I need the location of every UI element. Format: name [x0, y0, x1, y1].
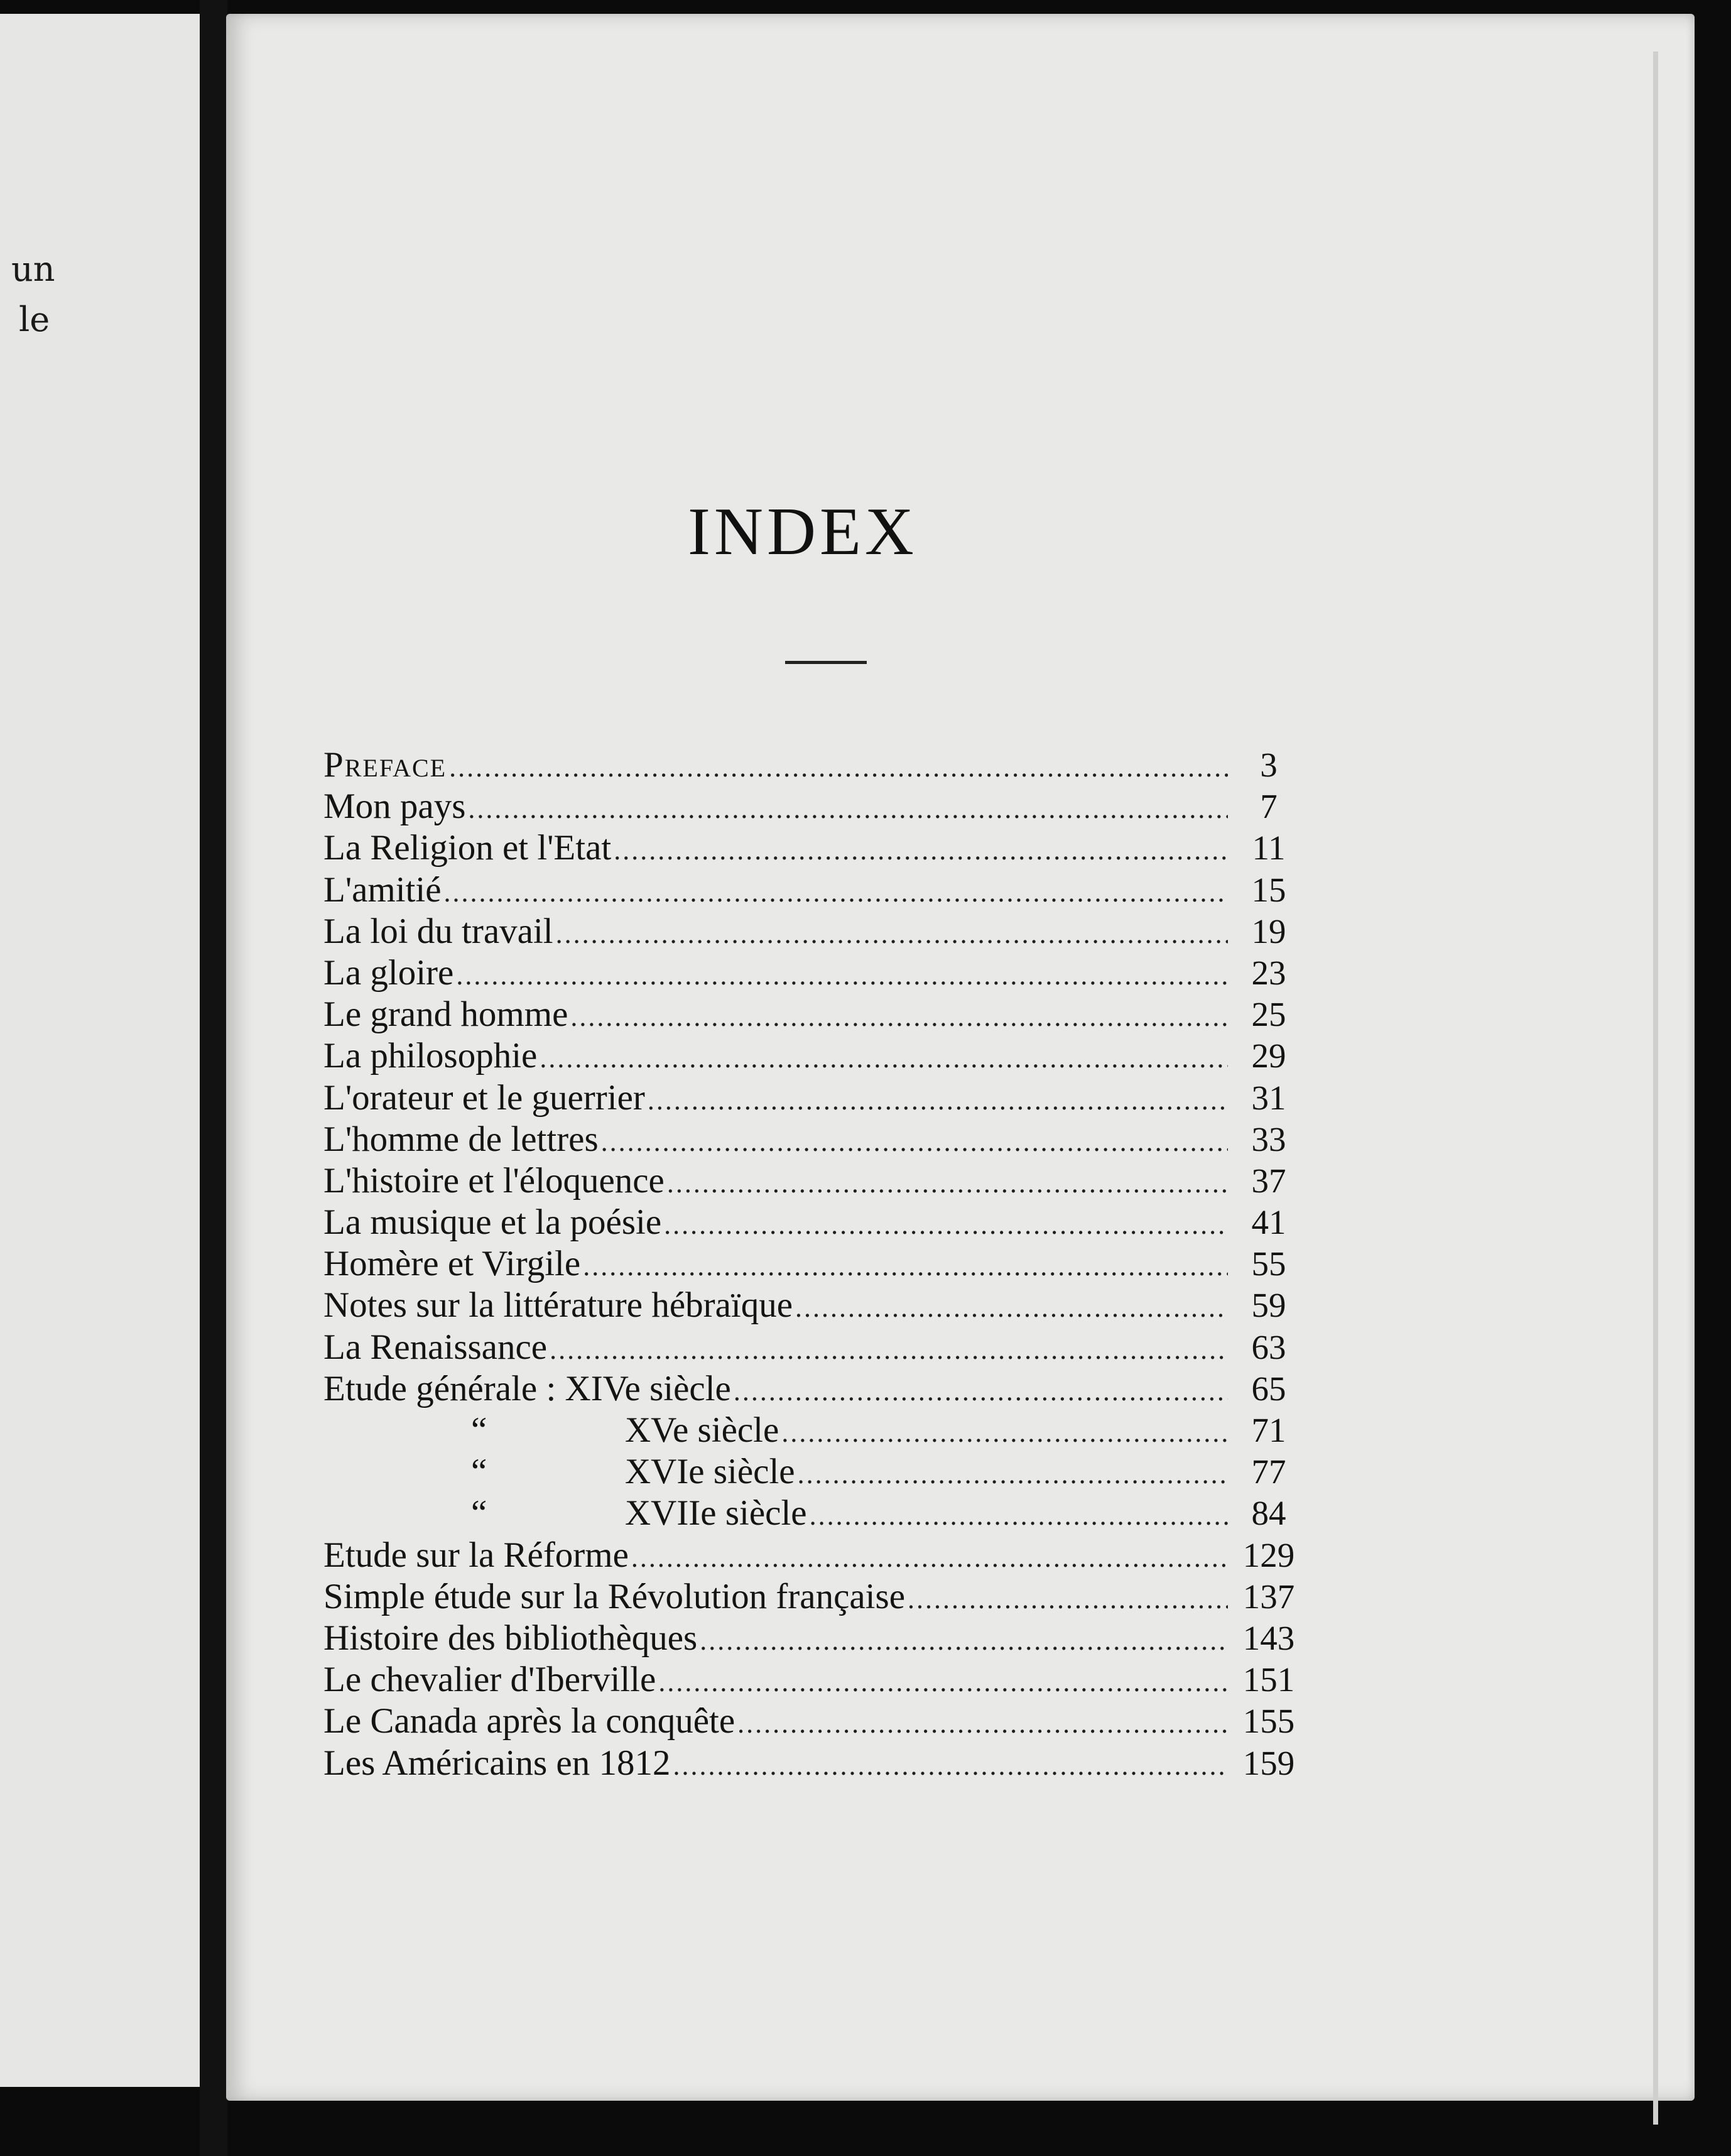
- toc-entry-title: L'amitié: [323, 869, 442, 910]
- toc-entry: [323, 869, 1303, 911]
- toc-page-number: 63: [1251, 1327, 1286, 1366]
- toc-entry-title: Le Canada après la conquête: [323, 1701, 735, 1741]
- toc-entry: [323, 1535, 1303, 1576]
- toc-page-number: 151: [1242, 1660, 1295, 1699]
- ditto-mark: “: [471, 1493, 487, 1533]
- toc-entry: [323, 1243, 1303, 1285]
- toc-page-number: 77: [1251, 1452, 1286, 1491]
- toc-page-number: 84: [1251, 1494, 1286, 1533]
- dot-leader: [648, 1084, 1228, 1116]
- page-title: INDEX: [688, 494, 918, 569]
- left-page-fragment: [0, 14, 200, 2087]
- toc-page-number: 25: [1251, 995, 1286, 1034]
- toc-entry: [323, 1160, 1303, 1202]
- toc-entry-title: Le chevalier d'Iberville: [323, 1660, 656, 1700]
- dot-leader: [540, 1042, 1228, 1074]
- dot-leader: [570, 1001, 1228, 1033]
- dot-leader: [734, 1375, 1228, 1407]
- toc-entry-title: La Renaissance: [323, 1327, 548, 1367]
- toc-page-number: 33: [1251, 1119, 1286, 1158]
- toc-entry-title: L'homme de lettres: [323, 1119, 599, 1159]
- toc-entry-title: La Religion et l'Etat: [323, 828, 612, 868]
- page-edge: [1653, 52, 1658, 2125]
- toc-entry: [323, 1576, 1303, 1618]
- toc-entry-label: XVe siècle: [625, 1410, 779, 1450]
- toc-entry-title: Histoire des bibliothèques: [323, 1618, 698, 1658]
- toc-page-number: 11: [1252, 829, 1286, 868]
- toc-entry: [323, 911, 1303, 952]
- toc-page-number: 155: [1242, 1702, 1295, 1741]
- toc-page-number: 159: [1242, 1743, 1295, 1782]
- dot-leader: [601, 1126, 1228, 1158]
- toc-page-number: 59: [1251, 1286, 1286, 1325]
- toc-page-number: 19: [1251, 912, 1286, 950]
- dot-leader: [798, 1458, 1228, 1490]
- toc-page-number: 65: [1251, 1369, 1286, 1408]
- dot-leader: [781, 1417, 1228, 1449]
- toc-page-number: 55: [1251, 1244, 1286, 1283]
- dot-leader: [468, 793, 1228, 825]
- dot-leader: [908, 1583, 1228, 1615]
- toc-entry: [323, 1659, 1303, 1701]
- dot-leader: [614, 834, 1228, 866]
- ditto-mark: “: [471, 1410, 487, 1450]
- toc-entry: [323, 1701, 1303, 1742]
- toc-page-number: 129: [1242, 1535, 1295, 1574]
- toc-entry-title: Le grand homme: [323, 994, 568, 1035]
- toc-entry-title: Mon pays: [323, 787, 466, 827]
- toc-page-number: 7: [1260, 787, 1278, 826]
- toc-page-number: 37: [1251, 1161, 1286, 1200]
- left-page-text: un: [11, 249, 55, 289]
- toc-entry-title: Etude générale : XIVe siècle: [323, 1368, 731, 1408]
- dot-leader: [631, 1542, 1228, 1574]
- toc-entry: [323, 952, 1303, 994]
- toc-entry: [323, 1327, 1303, 1368]
- dot-leader: [700, 1625, 1228, 1657]
- toc-entry-title: La loi du travail: [323, 911, 553, 951]
- toc-page-number: 137: [1242, 1577, 1295, 1616]
- toc-entry-title: [323, 1493, 807, 1533]
- toc-entry-title: La musique et la poésie: [323, 1202, 662, 1243]
- toc-entry-title: [323, 1451, 795, 1492]
- toc-entry-title: La gloire: [323, 952, 454, 993]
- book-gutter: [200, 0, 227, 2156]
- dot-leader: [556, 918, 1228, 950]
- toc-entry: [323, 1077, 1303, 1119]
- toc-entry: [323, 1035, 1303, 1077]
- toc-entry-title: [323, 1410, 779, 1451]
- toc-entry: [323, 1493, 1303, 1534]
- toc-entry: [323, 1285, 1303, 1326]
- toc-entry-title: Simple étude sur la Révolution française: [323, 1576, 905, 1616]
- dot-leader: [658, 1666, 1228, 1698]
- toc-entry: [323, 786, 1303, 827]
- dot-leader: [810, 1500, 1228, 1532]
- dot-leader: [795, 1292, 1228, 1324]
- toc-entry-title: Preface: [323, 745, 447, 785]
- toc-page-number: 143: [1242, 1618, 1295, 1657]
- toc-entry-label: XVIe siècle: [625, 1452, 795, 1492]
- toc-page-number: 15: [1251, 870, 1286, 909]
- toc-entry: [323, 994, 1303, 1035]
- ditto-mark: “: [471, 1452, 487, 1492]
- toc-entry-title: L'histoire et l'éloquence: [323, 1160, 665, 1200]
- toc-entry: [323, 1743, 1303, 1784]
- toc-entry-label: XVIIe siècle: [625, 1493, 807, 1533]
- dot-leader: [737, 1707, 1228, 1740]
- dot-leader: [456, 959, 1228, 991]
- toc-entry-title: L'orateur et le guerrier: [323, 1077, 645, 1118]
- toc-entry-title: Notes sur la littérature hébraïque: [323, 1285, 793, 1326]
- toc-page-number: 71: [1251, 1411, 1286, 1449]
- toc-entry-title: Les Américains en 1812: [323, 1743, 671, 1783]
- toc-entry-title: Etude sur la Réforme: [323, 1535, 629, 1575]
- toc-entry: [323, 827, 1303, 869]
- toc-page-number: 41: [1251, 1203, 1286, 1242]
- dot-leader: [667, 1167, 1228, 1199]
- table-of-contents: [323, 744, 1303, 1784]
- dot-leader: [444, 876, 1228, 908]
- toc-entry-title: La philosophie: [323, 1036, 538, 1076]
- toc-entry: [323, 1410, 1303, 1451]
- left-page-text: le: [19, 300, 50, 339]
- toc-page-number: 31: [1251, 1078, 1286, 1117]
- toc-entry: [323, 1451, 1303, 1493]
- toc-entry: [323, 1368, 1303, 1410]
- toc-page-number: 29: [1251, 1037, 1286, 1075]
- dot-leader: [449, 751, 1228, 783]
- toc-entry: [323, 744, 1303, 786]
- toc-page-number: 3: [1260, 746, 1278, 784]
- title-rule: [785, 661, 867, 664]
- dot-leader: [673, 1750, 1228, 1782]
- toc-entry: [323, 1618, 1303, 1659]
- dot-leader: [550, 1334, 1228, 1366]
- toc-entry: [323, 1202, 1303, 1243]
- toc-page-number: 23: [1251, 953, 1286, 992]
- dot-leader: [583, 1250, 1228, 1282]
- dot-leader: [664, 1209, 1228, 1241]
- toc-entry-title: Homère et Virgile: [323, 1244, 581, 1284]
- toc-entry: [323, 1119, 1303, 1160]
